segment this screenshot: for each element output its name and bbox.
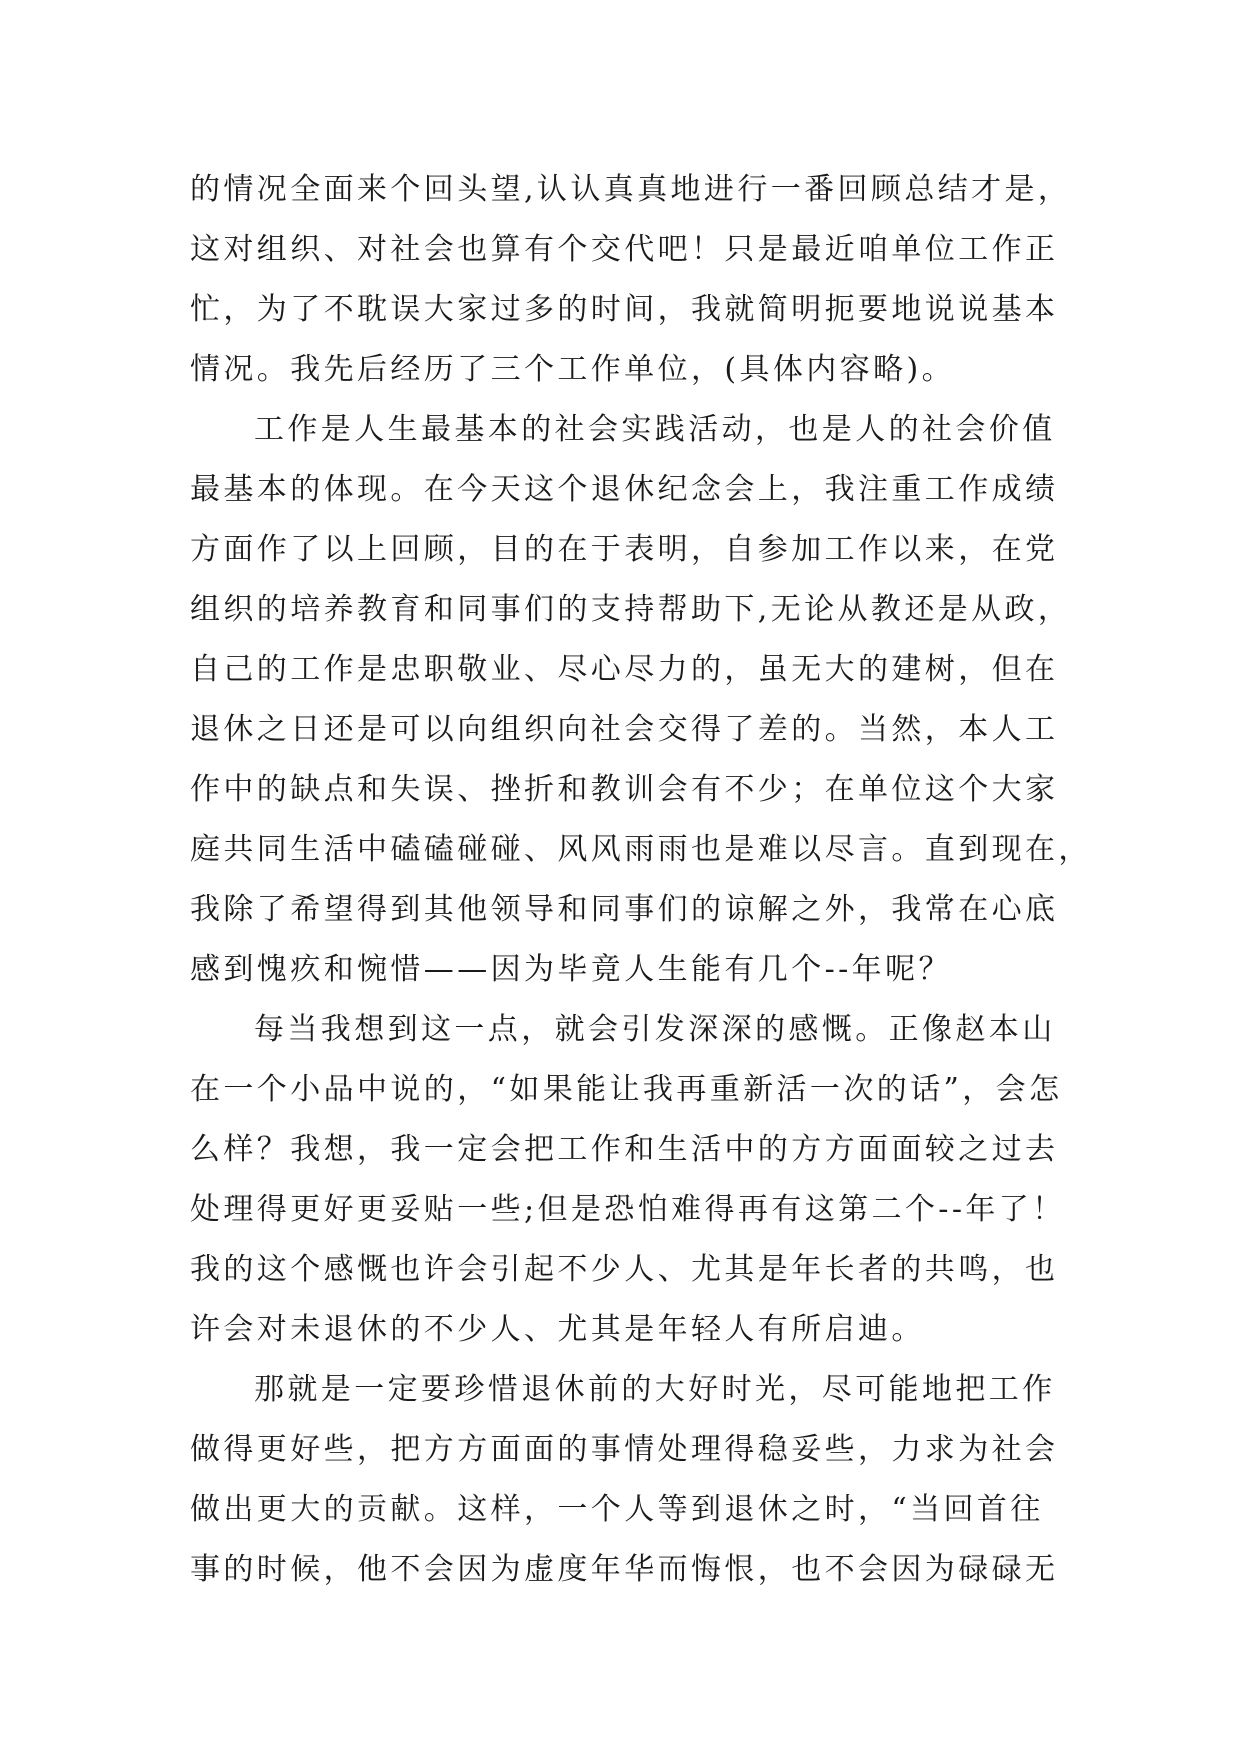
text-line: 处理得更好更妥贴一些;但是恐怕难得再有这第二个--年了！ — [190, 1192, 1066, 1227]
paragraph-first-line: 每当我想到这一点，就会引发深深的感慨。正像赵本山 — [254, 1012, 1056, 1047]
text-line: 庭共同生活中磕磕碰碰、风风雨雨也是难以尽言。直到现在， — [190, 832, 1092, 867]
text-line: 我除了希望得到其他领导和同事们的谅解之外，我常在心底 — [190, 892, 1059, 927]
text-line: 么样？我想，我一定会把工作和生活中的方方面面较之过去 — [190, 1132, 1059, 1167]
text-line: 许会对未退休的不少人、尤其是年轻人有所启迪。 — [190, 1312, 925, 1347]
text-line: 忙，为了不耽误大家过多的时间，我就简明扼要地说说基本 — [190, 292, 1059, 327]
text-line: 做得更好些，把方方面面的事情处理得稳妥些，力求为社会 — [190, 1432, 1059, 1467]
text-line: 组织的培养教育和同事们的支持帮助下,无论从教还是从政， — [190, 592, 1072, 627]
text-line: 方面作了以上回顾，目的在于表明，自参加工作以来，在党 — [190, 532, 1059, 567]
text-line: 在一个小品中说的，“如果能让我再重新活一次的话”，会怎 — [190, 1072, 1063, 1107]
paragraph-first-line: 那就是一定要珍惜退休前的大好时光，尽可能地把工作 — [254, 1372, 1056, 1407]
text-line: 作中的缺点和失误、挫折和教训会有不少；在单位这个大家 — [190, 772, 1059, 807]
text-line: 退休之日还是可以向组织向社会交得了差的。当然，本人工 — [190, 712, 1059, 747]
text-line: 最基本的体现。在今天这个退休纪念会上，我注重工作成绩 — [190, 472, 1059, 507]
document-body — [190, 160, 1092, 1600]
text-line: 这对组织、对社会也算有个交代吧！只是最近咱单位工作正 — [190, 232, 1059, 267]
text-line: 事的时候，他不会因为虚度年华而悔恨，也不会因为碌碌无 — [190, 1552, 1059, 1587]
text-line: 情况。我先后经历了三个工作单位，(具体内容略)。 — [190, 352, 956, 387]
paragraph-first-line: 工作是人生最基本的社会实践活动，也是人的社会价值 — [254, 412, 1056, 447]
text-line: 我的这个感慨也许会引起不少人、尤其是年长者的共鸣，也 — [190, 1252, 1059, 1287]
text-line: 做出更大的贡献。这样，一个人等到退休之时，“当回首往 — [190, 1492, 1044, 1527]
text-line: 自己的工作是忠职敬业、尽心尽力的，虽无大的建树，但在 — [190, 652, 1059, 687]
text-line: 感到愧疚和惋惜——因为毕竟人生能有几个--年呢？ — [190, 952, 952, 987]
text-line: 的情况全面来个回头望,认认真真地进行一番回顾总结才是， — [190, 172, 1072, 207]
